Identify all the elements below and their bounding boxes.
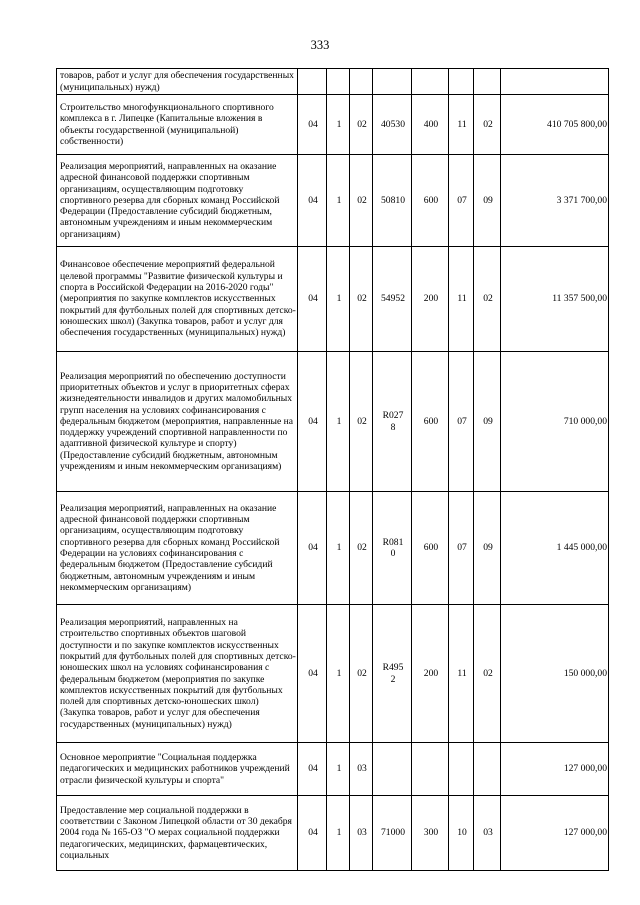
table-row xyxy=(57,69,609,95)
subsection-code xyxy=(474,743,501,796)
expense-type-code: 300 xyxy=(412,796,449,871)
amount: 127 000,00 xyxy=(501,743,609,796)
expense-direction-code: R495 2 xyxy=(373,605,412,743)
subprogram-code: 1 xyxy=(327,605,350,743)
expense-direction-code: 54952 xyxy=(373,247,412,352)
program-code: 04 xyxy=(298,155,327,247)
expense-type-code: 200 xyxy=(412,605,449,743)
expense-type-code xyxy=(412,69,449,95)
section-code: 11 xyxy=(449,247,474,352)
subprogram-code: 1 xyxy=(327,796,350,871)
row-description: Основное мероприятие "Социальная поддержка педагогических и медицинских работников учреждений отрасли физической культуры и спорта" xyxy=(57,743,298,796)
expense-direction-code xyxy=(373,743,412,796)
table-row xyxy=(57,247,609,352)
table-row xyxy=(57,743,609,796)
row-description: товаров, работ и услуг для обеспечения государственных (муниципальных) нужд) xyxy=(57,69,298,95)
main-activity-code: 02 xyxy=(350,95,373,155)
section-code: 07 xyxy=(449,492,474,605)
program-code: 04 xyxy=(298,247,327,352)
expense-direction-code: 71000 xyxy=(373,796,412,871)
main-activity-code: 02 xyxy=(350,492,373,605)
row-description: Финансовое обеспечение мероприятий федеральной целевой программы "Развитие физической культуры и спорта в Российской Федерации на 2016-2020 годы" (мероприятия по закупке комплектов искусственных покрытий для футбольных полей для спортивных детско-юношеских школ) (Закупка товаров, работ и услуг для обеспечения государственных (муниципальных) нужд) xyxy=(57,247,298,352)
main-activity-code: 03 xyxy=(350,743,373,796)
amount: 710 000,00 xyxy=(501,352,609,492)
subprogram-code xyxy=(327,69,350,95)
subprogram-code: 1 xyxy=(327,247,350,352)
subsection-code: 02 xyxy=(474,247,501,352)
amount: 410 705 800,00 xyxy=(501,95,609,155)
section-code xyxy=(449,743,474,796)
subprogram-code: 1 xyxy=(327,95,350,155)
row-description: Реализация мероприятий, направленных на оказание адресной финансовой поддержки спортивным организациям, осуществляющим подготовку спортивного резерва для сборных команд Российской Федерации на условиях софинансирования с федеральным бюджетом (Предоставление субсидий бюджетным, автономным учреждениям и иным некоммерческим организациям) xyxy=(57,492,298,605)
table-row xyxy=(57,352,609,492)
table-row xyxy=(57,796,609,871)
expense-direction-code: 40530 xyxy=(373,95,412,155)
section-code: 10 xyxy=(449,796,474,871)
expense-type-code: 600 xyxy=(412,155,449,247)
amount xyxy=(501,69,609,95)
amount: 3 371 700,00 xyxy=(501,155,609,247)
expense-type-code xyxy=(412,743,449,796)
row-description: Реализация мероприятий по обеспечению доступности приоритетных объектов и услуг в приоритетных сферах жизнедеятельности инвалидов и других маломобильных групп населения на условиях софинансирования с федеральным бюджетом (мероприятия, направленные на поддержку учреждений спортивной направленности по адаптивной физической культуре и спорту) (Предоставление субсидий бюджетным, автономным учреждениям и иным некоммерческим организациям) xyxy=(57,352,298,492)
row-description: Строительство многофункционального спортивного комплекса в г. Липецке (Капитальные вложения в объекты государственной (муниципальной) собственности) xyxy=(57,95,298,155)
program-code: 04 xyxy=(298,352,327,492)
program-code: 04 xyxy=(298,95,327,155)
expense-type-code: 400 xyxy=(412,95,449,155)
section-code: 11 xyxy=(449,95,474,155)
program-code xyxy=(298,69,327,95)
expense-direction-code: 50810 xyxy=(373,155,412,247)
program-code: 04 xyxy=(298,605,327,743)
amount: 1 445 000,00 xyxy=(501,492,609,605)
row-description: Реализация мероприятий, направленных на строительство спортивных объектов шаговой доступности и по закупке комплектов искусственных покрытий для футбольных полей для спортивных детско-юношеских школ на условиях софинансирования с федеральным бюджетом (мероприятия по закупке комплектов искусственных покрытий для футбольных полей для спортивных детско-юношеских школ) (Закупка товаров, работ и услуг для обеспечения государственных (муниципальных) нужд) xyxy=(57,605,298,743)
main-activity-code: 02 xyxy=(350,352,373,492)
subsection-code: 09 xyxy=(474,155,501,247)
section-code: 07 xyxy=(449,155,474,247)
subsection-code: 03 xyxy=(474,796,501,871)
row-description: Предоставление мер социальной поддержки в соответствии с Законом Липецкой области от 30 декабря 2004 года № 165-ОЗ "О мерах социальной поддержки педагогических, медицинских, фармацевтических, социальных xyxy=(57,796,298,871)
page-number: 333 xyxy=(310,38,330,52)
subsection-code: 09 xyxy=(474,352,501,492)
subprogram-code: 1 xyxy=(327,352,350,492)
budget-table xyxy=(56,68,609,871)
table-row xyxy=(57,155,609,247)
table-row xyxy=(57,492,609,605)
main-activity-code: 02 xyxy=(350,155,373,247)
table-row xyxy=(57,95,609,155)
expense-type-code: 200 xyxy=(412,247,449,352)
subprogram-code: 1 xyxy=(327,492,350,605)
program-code: 04 xyxy=(298,743,327,796)
expense-type-code: 600 xyxy=(412,352,449,492)
main-activity-code xyxy=(350,69,373,95)
subsection-code: 02 xyxy=(474,95,501,155)
amount: 150 000,00 xyxy=(501,605,609,743)
amount: 11 357 500,00 xyxy=(501,247,609,352)
expense-direction-code: R027 8 xyxy=(373,352,412,492)
expense-type-code: 600 xyxy=(412,492,449,605)
program-code: 04 xyxy=(298,796,327,871)
subsection-code xyxy=(474,69,501,95)
program-code: 04 xyxy=(298,492,327,605)
subsection-code: 09 xyxy=(474,492,501,605)
main-activity-code: 02 xyxy=(350,605,373,743)
expense-direction-code: R081 0 xyxy=(373,492,412,605)
main-activity-code: 02 xyxy=(350,247,373,352)
section-code: 07 xyxy=(449,352,474,492)
subsection-code: 02 xyxy=(474,605,501,743)
main-activity-code: 03 xyxy=(350,796,373,871)
table-row xyxy=(57,605,609,743)
row-description: Реализация мероприятий, направленных на оказание адресной финансовой поддержки спортивным организациям, осуществляющим подготовку спортивного резерва для сборных команд Российской Федерации (Предоставление субсидий бюджетным, автономным учреждениям и иным некоммерческим организациям) xyxy=(57,155,298,247)
section-code xyxy=(449,69,474,95)
subprogram-code: 1 xyxy=(327,155,350,247)
expense-direction-code xyxy=(373,69,412,95)
section-code: 11 xyxy=(449,605,474,743)
subprogram-code: 1 xyxy=(327,743,350,796)
amount: 127 000,00 xyxy=(501,796,609,871)
